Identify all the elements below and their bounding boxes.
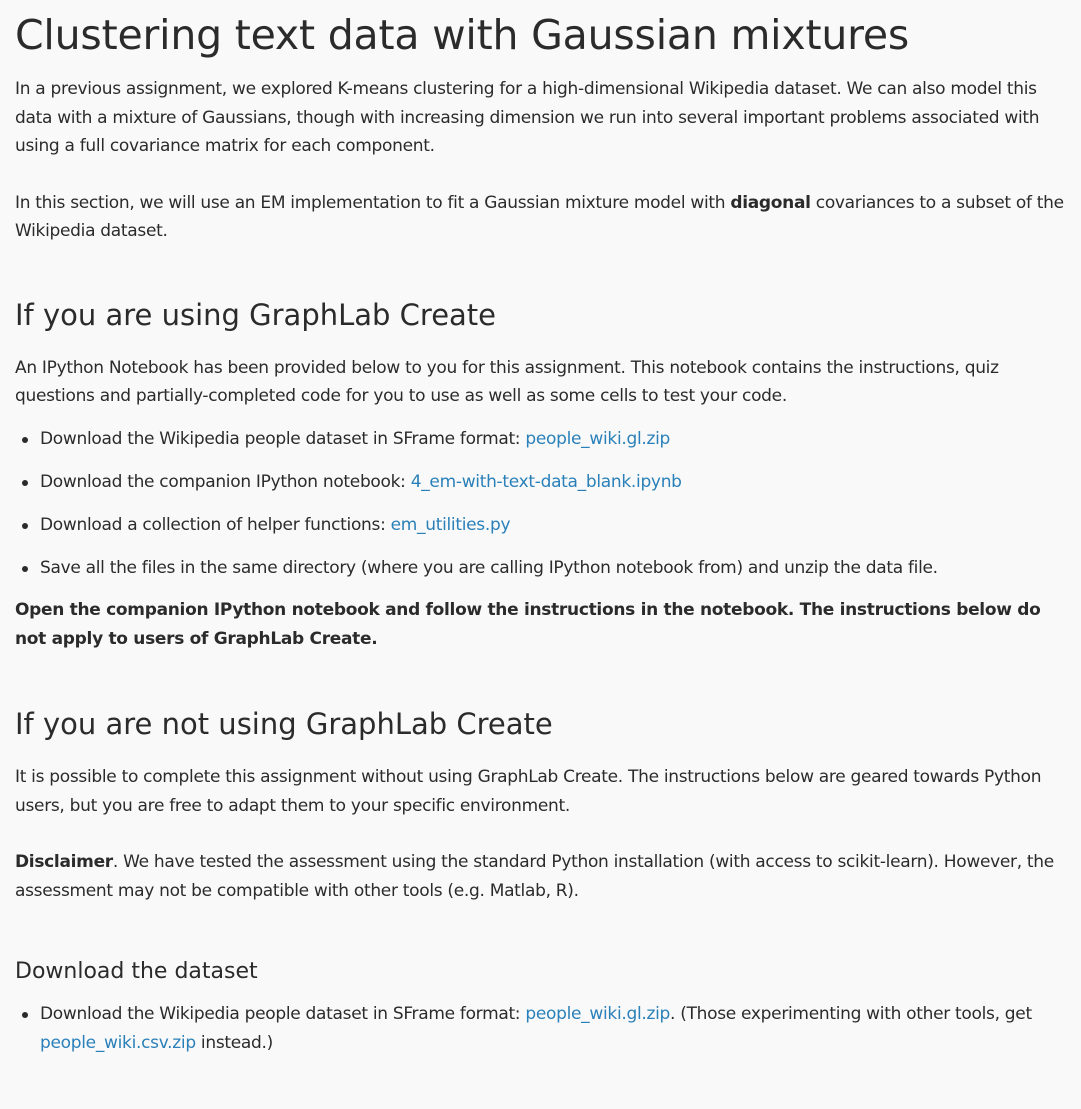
intro-p2-bold: diagonal xyxy=(730,192,811,213)
list-item-text-middle: . (Those experimenting with other tools, get xyxy=(670,1004,1032,1024)
people-wiki-csv-zip-link[interactable]: people_wiki.csv.zip xyxy=(40,1032,196,1053)
no-graphlab-paragraph: It is possible to complete this assignment without using GraphLab Create. The instructions below are geared towards Python users, but you are free to adapt them to your specific environment. xyxy=(15,767,1042,816)
bullet-icon xyxy=(22,1012,28,1018)
graphlab-list xyxy=(15,425,1066,583)
graphlab-note-bold: Open the companion IPython notebook and follow the instructions in the notebook. The instructions below do not apply to users of GraphLab Create. xyxy=(15,600,1041,649)
people-wiki-gl-zip-link-2[interactable]: people_wiki.gl.zip xyxy=(525,1004,671,1024)
section-heading-graphlab: If you are using GraphLab Create xyxy=(15,297,497,332)
em-utilities-link[interactable]: em_utilities.py xyxy=(390,514,511,535)
subsection-heading-download: Download the dataset xyxy=(15,959,258,984)
bullet-icon xyxy=(22,480,28,486)
list-item-text: Download the companion IPython notebook: xyxy=(40,471,411,492)
list-item-text: Save all the files in the same directory (where you are calling IPython notebook from) and unzip the data file. xyxy=(40,557,938,578)
intro-paragraph-1: In a previous assignment, we explored K-means clustering for a high-dimensional Wikipedia dataset. We can also model this data with a mixture of Gaussians, though with increasing dimension we run into several important problems associated with using a full covariance matrix for each component. xyxy=(15,79,1040,156)
notebook-link[interactable]: 4_em-with-text-data_blank.ipynb xyxy=(410,471,682,492)
bullet-icon xyxy=(22,566,28,572)
graphlab-note xyxy=(15,596,1066,653)
list-item xyxy=(15,468,1066,497)
intro-paragraph-2 xyxy=(15,189,1066,246)
list-item xyxy=(15,425,1066,454)
list-item-text: Download a collection of helper functions: xyxy=(40,514,391,535)
section-heading-no-graphlab: If you are not using GraphLab Create xyxy=(15,707,553,741)
disclaimer-paragraph xyxy=(15,848,1066,905)
list-item-text-suffix: instead.) xyxy=(195,1032,273,1053)
disclaimer-text: . We have tested the assessment using the standard Python installation (with access to scikit-learn). However, the assessment may not be compatible with other tools (e.g. Matlab, R). xyxy=(15,852,1054,901)
bullet-icon xyxy=(22,437,28,443)
people-wiki-gl-zip-link[interactable]: people_wiki.gl.zip xyxy=(525,428,671,449)
list-item-text: Download the Wikipedia people dataset in SFrame format: xyxy=(40,428,526,449)
disclaimer-label: Disclaimer xyxy=(15,852,113,872)
list-item-text: Download the Wikipedia people dataset in SFrame format: xyxy=(40,1004,526,1024)
download-list xyxy=(15,1000,1066,1057)
intro-p2-before: In this section, we will use an EM implementation to fit a Gaussian mixture model with xyxy=(15,192,731,213)
list-item xyxy=(15,1000,1066,1057)
list-item xyxy=(15,554,1066,583)
page-title: Clustering text data with Gaussian mixtures xyxy=(15,11,910,59)
bullet-icon xyxy=(22,523,28,529)
list-item xyxy=(15,511,1066,540)
intro-p2-after: covariances to a subset of the Wikipedia dataset. xyxy=(15,192,1064,241)
graphlab-paragraph: An IPython Notebook has been provided below to you for this assignment. This notebook contains the instructions, quiz questions and partially-completed code for you to use as well as some cells to test your code. xyxy=(15,357,999,406)
